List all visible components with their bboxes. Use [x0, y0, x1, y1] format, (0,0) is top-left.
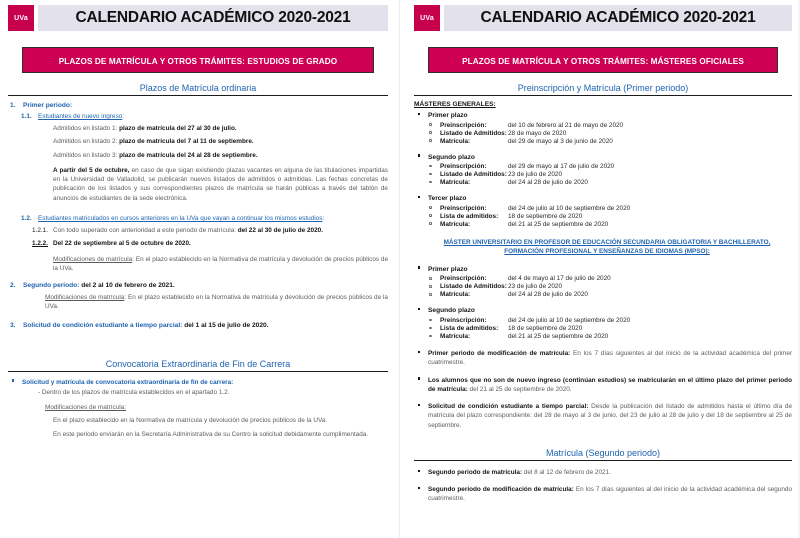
item-title-tail: :: [322, 214, 325, 222]
bullet-dot-icon: [418, 308, 420, 310]
heading-plazos-ordinaria: Plazos de Matrícula ordinaria: [139, 83, 257, 93]
bullet-ring-icon: [429, 206, 432, 209]
plazo-row: [414, 163, 792, 170]
plazo-row: [414, 283, 792, 290]
section-banner-grado: [22, 47, 374, 73]
plazo-row: [414, 179, 792, 186]
note-primer-modificacion: [414, 349, 792, 368]
section-banner-label: PLAZOS DE MATRÍCULA Y OTROS TRÁMITES: MÁSTERES OFICIALES: [462, 57, 744, 66]
bullet-ring-icon: [429, 214, 432, 217]
plazo-row: [414, 122, 792, 129]
row-key: Preinscripción:: [440, 316, 487, 324]
right-page: [400, 0, 800, 538]
note-bold: Solicitud de condición estudiante a tiempo parcial:: [428, 403, 589, 411]
row-bold: plazo de matrícula del 7 al 11 de septiembre.: [119, 138, 254, 146]
item-title-tail: :: [122, 113, 124, 120]
item-number: 1.1.: [21, 113, 32, 120]
item-number: 1.2.1.: [32, 226, 48, 234]
row-key: Preinscripción:: [440, 204, 487, 212]
bullet-ring-icon: [429, 293, 432, 296]
row-key: Preinscripción:: [440, 121, 487, 129]
row-value: del 24 de julio al 10 de septiembre de 2020: [508, 316, 631, 324]
note-bold: Los alumnos que no son de nuevo ingreso (continúan estudios) se matricularán en el último plazo del primer periodo de matrícula:: [428, 376, 792, 393]
row-key: Listado de Admitidos:: [440, 129, 507, 137]
row-key: Preinscripción:: [440, 275, 487, 283]
convocatoria-para-2: En este periodo enviarán en la Secretaría Administrativa de su Centro la solicitud debidamente cumplimentada.: [53, 430, 369, 438]
paragraph-rest: en caso de que sigan existiendo plazas vacantes en alguna de las titulaciones impartidas en la Universidad de Valladolid, se publicarán nuevos listados de admitidos o admitidas. Las fechas concretas de publicación de los listados y sus correspondientes plazos de matrícula se harán públicas a través del tablón de anuncios de estudiantes de la sede electrónica.: [53, 166, 388, 202]
bullet-dot-icon: [418, 154, 420, 156]
row-key: Matrícula:: [440, 220, 471, 228]
heading-convocatoria: Convocatoria Extraordinaria de Fin de Carrera: [105, 358, 291, 369]
list-item-1-1: [8, 113, 388, 120]
heading-rule: [414, 95, 792, 96]
bullet-ring-icon: [429, 335, 432, 338]
bullet-ring-icon: [429, 165, 432, 168]
row-value: del 4 de mayo al 17 de julio de 2020: [508, 275, 611, 283]
row-value: del 21 al 25 de septiembre de 2020: [508, 220, 609, 228]
plazo-row: [414, 171, 792, 178]
heading-rule: [8, 95, 388, 96]
bullet-ring-icon: [429, 277, 432, 280]
row-key: Lista de admitidos:: [440, 212, 499, 220]
mod-text: : En el plazo establecido en la Normativa de matrícula y devolución de precios públicos de la UVa.: [45, 294, 388, 311]
bullet-dot-icon: [418, 113, 420, 115]
bullet-dot-icon: [418, 196, 420, 198]
plazo-row: [414, 130, 792, 137]
row-value: del 24 de julio al 10 de septiembre de 2020: [508, 204, 631, 212]
convocatoria-para-1: En el plazo establecido en la Normativa de matrícula y devolución de precios públicos de la UVa.: [53, 416, 328, 424]
item-lead: Con todo superado con anterioridad a este periodo de matrícula:: [53, 226, 238, 234]
plazo-row: [414, 275, 792, 282]
heading-rule: [414, 460, 792, 461]
note-rest: del 8 al 12 de febrero de 2021.: [522, 468, 611, 476]
item-date: del 2 al 10 de febrero de 2021.: [79, 282, 175, 290]
plazo-row: [414, 317, 792, 324]
list-item-tiempo-parcial: [8, 322, 388, 329]
row-key: Lista de admitidos:: [440, 324, 499, 332]
uva-logo-icon: UVa: [414, 5, 440, 31]
plazo-title: Segundo plazo: [428, 307, 475, 315]
row-value: del 10 de febrero al 21 de mayo de 2020: [508, 121, 624, 129]
row-value: 28 de mayo de 2020: [508, 129, 567, 137]
row-key: Matrícula:: [440, 137, 471, 145]
label-masteres-generales: MÁSTERES GENERALES:: [414, 101, 496, 108]
row-value: del 29 de mayo al 17 de julio de 2020: [508, 163, 615, 171]
bullet-convocatoria: [8, 378, 388, 387]
note-bold: Primer periodo de modificación de matrícula:: [428, 349, 571, 357]
masthead-right: [414, 3, 792, 33]
bullet-ring-icon: [429, 319, 432, 322]
mod-text: : En el plazo establecido en la Normativa de matrícula y devolución de precios públicos de la UVa.: [53, 255, 388, 272]
plazo-row: [414, 333, 792, 340]
bullet-dot-icon: [418, 470, 420, 472]
item-title: Solicitud de condición estudiante a tiempo parcial:: [23, 321, 183, 329]
admitidos-row-2: [53, 137, 388, 146]
bullet-dot-icon: [418, 377, 420, 379]
convocatoria-dash-line: - Dentro de los plazos de matrícula establecidos en el apartado 1.2.: [38, 388, 230, 396]
list-item-1-2-1: [8, 226, 388, 235]
row-bold: plazo de matrícula del 27 al 30 de julio.: [119, 125, 237, 132]
plazo-title: Primer plazo: [428, 112, 468, 119]
bullet-ring-icon: [429, 139, 432, 142]
mod-label: Modificaciones de matrícula: [53, 255, 133, 263]
row-bold: plazo de matrícula del 24 al 28 de septiembre.: [119, 151, 258, 159]
row-value: 23 de julio de 2020: [508, 171, 563, 179]
list-item-primer-periodo: [8, 102, 388, 109]
item-title: Estudiantes matriculados en cursos anteriores en la UVa que vayan a continuar los mismos estudios: [38, 214, 323, 222]
row-value: del 24 al 28 de julio de 2020: [508, 291, 588, 299]
bullet-dot-icon: [418, 487, 420, 489]
item-number: 1.: [10, 102, 16, 109]
bullet-ring-icon: [429, 131, 432, 134]
plazo-row: [414, 213, 792, 220]
bullet-ring-icon: [429, 285, 432, 288]
page-title: CALENDARIO ACADÉMICO 2020-2021: [75, 9, 351, 26]
bullet-ring-icon: [429, 327, 432, 330]
plazo-row: [414, 221, 792, 228]
masthead-left: [8, 3, 388, 33]
bullet-ring-icon: [429, 173, 432, 176]
list-item-1-2-2: [8, 239, 388, 248]
row-value: del 21 al 25 de septiembre de 2020: [508, 332, 609, 340]
item-number: 3.: [10, 321, 16, 329]
heading-matricula-segundo: Matrícula (Segundo periodo): [545, 447, 661, 458]
admitidos-row-1: [53, 124, 388, 133]
bullet-dot-icon: [418, 266, 420, 268]
row-value: 23 de julio de 2020: [508, 283, 563, 291]
paragraph-5-octubre: [53, 166, 388, 203]
note-tiempo-parcial: [414, 402, 792, 430]
bullet-ring-icon: [429, 181, 432, 184]
plazo-row: [414, 325, 792, 332]
uva-logo-icon: UVa: [8, 5, 34, 31]
modificaciones-matricula-2: [45, 293, 388, 312]
item-title: Segundo periodo:: [23, 282, 80, 290]
bullet-dot-icon: [418, 351, 420, 353]
row-key: Listado de Admitidos:: [440, 171, 507, 179]
bullet-ring-icon: [429, 222, 432, 225]
item-number: 2.: [10, 282, 16, 290]
heading-rule: [8, 371, 388, 372]
note-bold: Segundo periodo de matrícula:: [428, 468, 523, 476]
note-bold: Segundo periodo de modificación de matrícula:: [428, 486, 574, 494]
bullet-dot-icon: [12, 379, 14, 381]
paragraph-lead-bold: A partir del 5 de octubre,: [53, 166, 130, 174]
list-item-1-2: [8, 215, 388, 222]
note-rest: del 21 al 25 de septiembre de 2020.: [467, 385, 572, 393]
note-rest: En los 7 días siguientes al del inicio de la actividad académica del segundo cuatrimestre.: [428, 486, 792, 503]
bullet-title: Solicitud y matrícula de convocatoria extraordinaria de fin de carrera:: [22, 378, 234, 386]
row-value: del 24 al 28 de julio de 2020: [508, 179, 588, 187]
bullet-dot-icon: [418, 404, 420, 406]
plazo-primer-generales: [414, 111, 792, 121]
row-lead: Admitidos en listado 3:: [53, 151, 120, 159]
item-number: 1.2.2.: [32, 240, 48, 248]
note-segundo-periodo-matricula: [414, 468, 792, 477]
plazo-primer-mpso: [414, 265, 792, 275]
row-key: Preinscripción:: [440, 163, 487, 171]
row-value: del 29 de mayo al 3 de junio de 2020: [508, 137, 613, 145]
row-key: Listado de Admitidos:: [440, 283, 507, 291]
plazo-segundo-mpso: [414, 306, 792, 316]
row-lead: Admitidos en listado 2:: [53, 138, 120, 146]
row-lead: Admitidos en listado 1:: [53, 125, 120, 132]
mod-label: Modificaciones de matrícula: [45, 294, 125, 302]
page-title: CALENDARIO ACADÉMICO 2020-2021: [480, 9, 756, 26]
masthead-band: [38, 5, 388, 31]
note-no-nuevo-ingreso: [414, 376, 792, 395]
item-title: Primer periodo:: [23, 102, 73, 109]
section-banner-label: PLAZOS DE MATRÍCULA Y OTROS TRÁMITES: ESTUDIOS DE GRADO: [58, 57, 338, 66]
item-number: 1.2.: [21, 214, 32, 222]
note-rest: En los 7 días siguientes al del inicio de la actividad académica del primer cuatrimestre.: [428, 349, 792, 367]
plazo-title: Tercer plazo: [428, 195, 467, 203]
item-date: del 1 al 15 de julio de 2020.: [182, 321, 269, 329]
heading-mpso: MÁSTER UNIVERSITARIO EN PROFESOR DE EDUCACIÓN SECUNDARIA OBLIGATORIA Y BACHILLERATO, FORMACIÓN PROFESIONAL Y ENSEÑANZAS DE IDIOMAS (MPSO):: [443, 238, 771, 256]
admitidos-row-3: [53, 151, 388, 160]
plazo-title: Primer plazo: [428, 265, 468, 273]
plazo-row: [414, 138, 792, 145]
plazo-tercer-generales: [414, 194, 792, 204]
row-key: Matrícula:: [440, 332, 471, 340]
row-key: Matrícula:: [440, 291, 471, 299]
note-segundo-periodo-modificacion: [414, 485, 792, 504]
heading-preinscripcion: Preinscripción y Matrícula (Primer periodo): [517, 83, 689, 93]
list-item-segundo-periodo: [8, 282, 388, 289]
plazo-title: Segundo plazo: [428, 153, 475, 161]
plazo-row: [414, 205, 792, 212]
modificaciones-matricula-1-2: [53, 255, 388, 274]
convocatoria-mod-label: Modificaciones de matrícula:: [45, 404, 126, 412]
bullet-ring-icon: [429, 123, 432, 126]
plazo-segundo-generales: [414, 153, 792, 163]
plazo-row: [414, 291, 792, 298]
row-value: 18 de septiembre de 2020: [508, 324, 583, 332]
note-rest: Desde la publicación del listado de admitidos hasta el último día de matrícula del plazo correspondiente: del 28 de mayo al 3 de junio, del 23 de julio al 28 de julio y del 18 de septiembre al 25 de septiembre.: [428, 403, 793, 429]
row-key: Matrícula:: [440, 179, 471, 187]
row-value: 18 de septiembre de 2020: [508, 212, 583, 220]
section-banner-masteres: [428, 47, 778, 73]
masthead-band: [444, 5, 792, 31]
item-title: Estudiantes de nuevo ingreso: [38, 113, 123, 120]
item-bold: del 22 al 30 de julio de 2020.: [237, 226, 324, 234]
item-bold: Del 22 de septiembre al 5 de octubre de 2020.: [53, 240, 191, 248]
